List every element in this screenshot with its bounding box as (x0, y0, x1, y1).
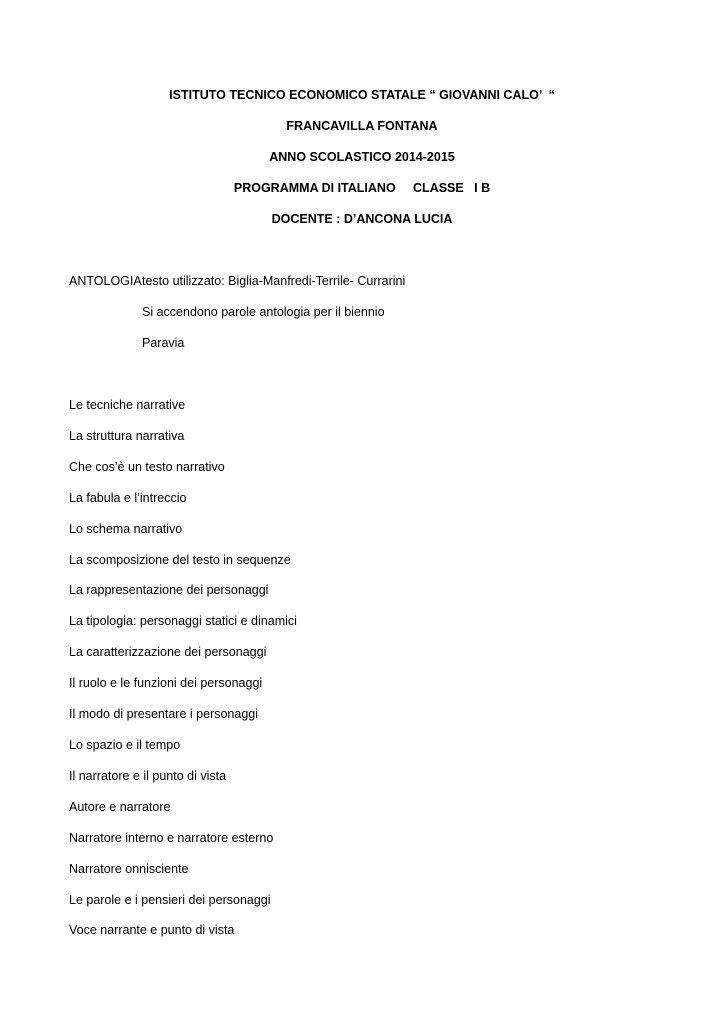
topic-item: Lo spazio e il tempo (69, 738, 181, 752)
topic-item: Il narratore e il punto di vista (69, 769, 227, 783)
topic-item: La rappresentazione dei personaggi (69, 583, 269, 597)
topic-item: La caratterizzazione dei personaggi (69, 645, 267, 659)
topic-item: Lo schema narrativo (69, 522, 183, 536)
textbook-line: Si accendono parole antologia per il biennio (142, 305, 385, 319)
topic-item: Narratore onnisciente (69, 862, 189, 876)
topic-item: La tipologia: personaggi statici e dinamici (69, 614, 297, 628)
antologia-label: ANTOLOGIA (69, 274, 142, 288)
textbook-line: Paravia (142, 336, 185, 350)
topic-item: Il modo di presentare i personaggi (69, 707, 259, 721)
teacher-name: DOCENTE : D’ANCONA LUCIA (271, 212, 453, 226)
topic-item: La fabula e l’intreccio (69, 491, 187, 505)
city-name: FRANCAVILLA FONTANA (286, 119, 438, 133)
textbook-line: testo utilizzato: Biglia-Manfredi-Terrile- Currarini (142, 274, 406, 288)
topic-item: Narratore interno e narratore esterno (69, 831, 274, 845)
topic-item: Le parole e i pensieri dei personaggi (69, 893, 271, 907)
topic-item: Che cos’è un testo narrativo (69, 460, 225, 474)
topic-item: Le tecniche narrative (69, 398, 186, 412)
program-title: PROGRAMMA DI ITALIANO CLASSE I B (233, 181, 491, 195)
topic-item: La struttura narrativa (69, 429, 185, 443)
school-year: ANNO SCOLASTICO 2014-2015 (269, 150, 455, 164)
topic-item: Voce narrante e punto di vista (69, 923, 235, 937)
school-name: ISTITUTO TECNICO ECONOMICO STATALE “ GIOVANNI CALO’ “ (169, 88, 555, 102)
topic-item: La scomposizione del testo in sequenze (69, 553, 291, 567)
topic-item: Autore e narratore (69, 800, 171, 814)
topic-item: Il ruolo e le funzioni dei personaggi (69, 676, 263, 690)
